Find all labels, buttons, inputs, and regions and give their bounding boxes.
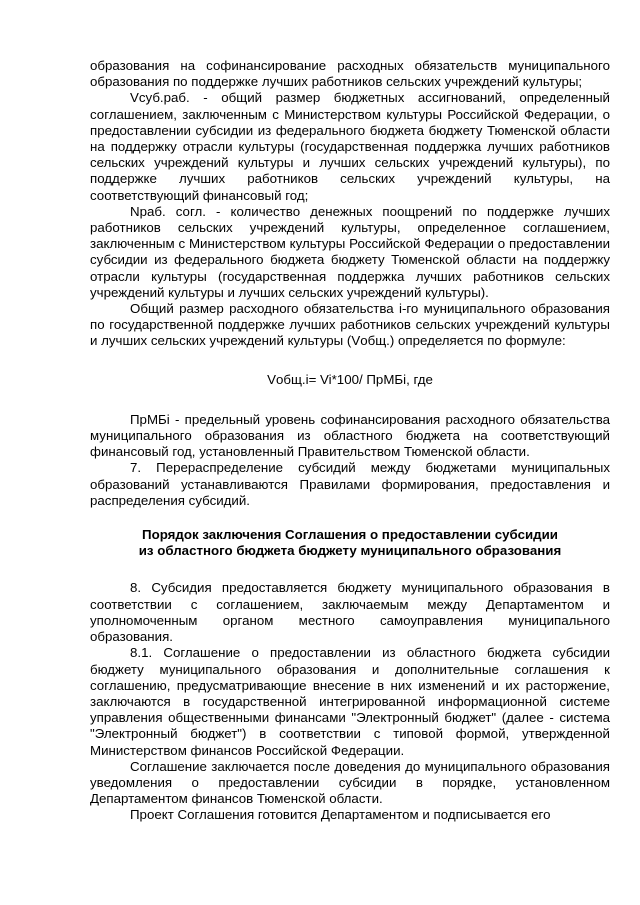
paragraph-vsub-definition: Vсуб.раб. - общий размер бюджетных ассигнований, определенный соглашением, заключенным с Министерством культуры Российской Федерации, о предоставлении субсидии из федерального бюджета бюджету Тюменской области на поддержку отрасли культуры (государственная поддержка лучших работников сельских учреждений культуры и лучших сельских учреждений культуры), по поддержке лучших работников сельских учреждений культуры, на соответствующий финансовый год; bbox=[90, 90, 610, 203]
section-heading bbox=[90, 527, 610, 559]
paragraph-item-7: 7. Перераспределение субсидий между бюджетами муниципальных образований устанавливаются Правилами формирования, предоставления и распределения субсидий. bbox=[90, 460, 610, 508]
section-heading-line-2: из областного бюджета бюджету муниципального образования bbox=[138, 543, 562, 559]
paragraph-prmb-definition: ПрМБi - предельный уровень софинансирования расходного обязательства муниципального образования из областного бюджета на соответствующий финансовый год, установленный Правительством Тюменской области. bbox=[90, 411, 610, 460]
section-heading-line-1: Порядок заключения Соглашения о предоставлении субсидии bbox=[142, 527, 558, 543]
paragraph-agreement-conclusion: Соглашение заключается после доведения до муниципального образования уведомления о предоставлении субсидии в порядке, установленном Департаментом финансов Тюменской области. bbox=[90, 758, 610, 807]
paragraph-nrab-definition: Nраб. согл. - количество денежных поощрений по поддержке лучших работников сельских учреждений культуры, определенное соглашением, заключенным с Министерством культуры Российской Федерации о предоставлении субсидии из федерального бюджета бюджету Тюменской области на поддержку отрасли культуры (государственная поддержка лучших работников сельских учреждений культуры и лучших сельских учреждений культуры). bbox=[90, 203, 610, 300]
paragraph-item-8: 8. Субсидия предоставляется бюджету муниципального образования в соответствии с соглашением, заключаемым между Департаментом и уполномоченным органом местного самоуправления муниципального образования. bbox=[90, 580, 610, 645]
document-page bbox=[90, 58, 610, 824]
paragraph-item-8-1: 8.1. Соглашение о предоставлении из областного бюджета субсидии бюджету муниципального образования и дополнительные соглашения к соглашению, предусматривающие внесение в них изменений и их расторжение, заключаются в государственной интегрированной информационной системе управления общественными финансами "Электронный бюджет" (далее - система "Электронный бюджет") в соответствии с типовой формой, утвержденной Министерством финансов Российской Федерации. bbox=[90, 645, 610, 758]
paragraph-continuation: образования на софинансирование расходных обязательств муниципального образования по поддержке лучших работников сельских учреждений культуры; bbox=[90, 58, 610, 90]
paragraph-total-obligation: Общий размер расходного обязательства i-го муниципального образования по государственной поддержке лучших работников сельских учреждений культуры и лучших сельских учреждений культуры (Vобщ.) определяется по формуле: bbox=[90, 301, 610, 349]
paragraph-agreement-draft: Проект Соглашения готовится Департаментом и подписывается его bbox=[130, 807, 551, 823]
formula: Vобщ.i= Vi*100/ ПрМБi, где bbox=[267, 371, 433, 387]
